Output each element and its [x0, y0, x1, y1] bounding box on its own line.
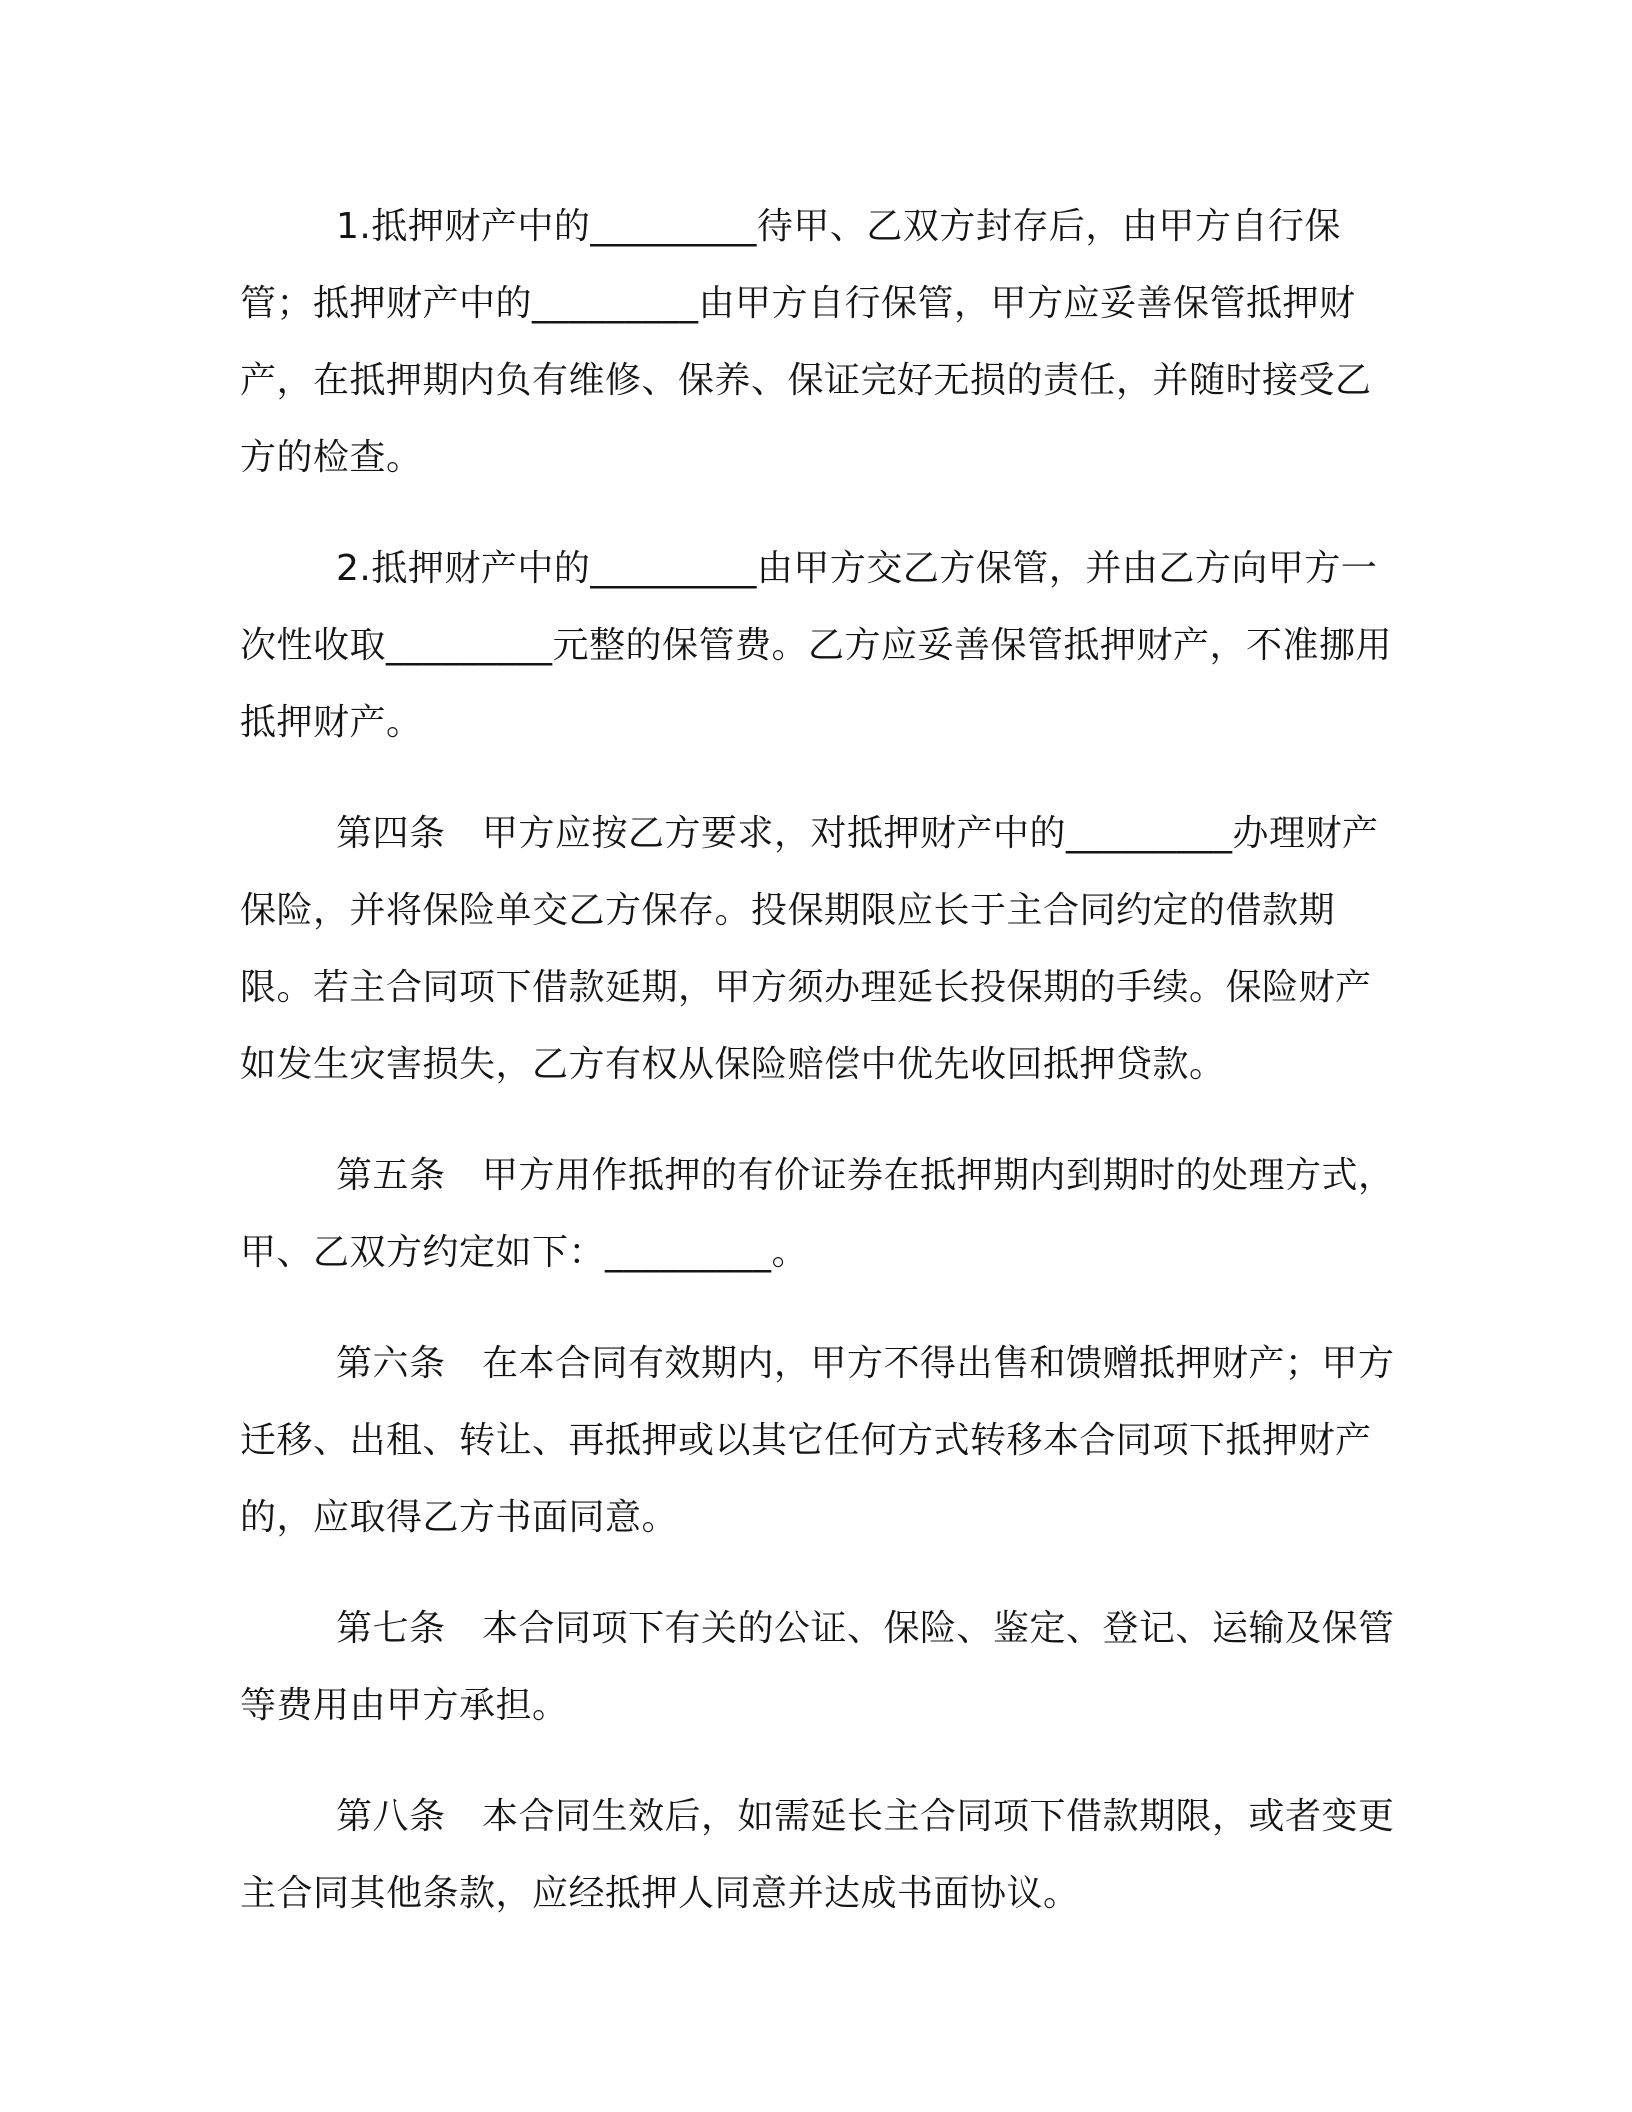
paragraph-article-8: 第八条 本合同生效后，如需延长主合同项下借款期限，或者变更主合同其他条款，应经抵押人同意并达成书面协议。 — [240, 1796, 1395, 1914]
paragraph-article-4: 第四条 甲方应按乙方要求，对抵押财产中的_________办理财产保险，并将保险单交乙方保存。投保期限应长于主合同约定的借款期限。若主合同项下借款延期，甲方须办理延长投保期的手续。保险财产如发生灾害损失，乙方有权从保险赔偿中优先收回抵押贷款。 — [240, 813, 1379, 1085]
document-body — [240, 188, 1400, 1966]
paragraph-article-7: 第七条 本合同项下有关的公证、保险、鉴定、登记、运输及保管等费用由甲方承担。 — [240, 1608, 1395, 1726]
paragraph-article-5: 第五条 甲方用作抵押的有价证券在抵押期内到期时的处理方式，甲、乙双方约定如下：_________。 — [240, 1155, 1395, 1273]
paragraph-clause-1: 1.抵押财产中的_________待甲、乙双方封存后，由甲方自行保管；抵押财产中的_________由甲方自行保管，甲方应妥善保管抵押财产，在抵押期内负有维修、保养、保证完好无损的责任，并随时接受乙方的检查。 — [240, 206, 1372, 478]
paragraph-article-6: 第六条 在本合同有效期内，甲方不得出售和馈赠抵押财产；甲方迁移、出租、转让、再抵押或以其它任何方式转移本合同项下抵押财产的，应取得乙方书面同意。 — [240, 1343, 1395, 1538]
paragraph-clause-2: 2.抵押财产中的_________由甲方交乙方保管，并由乙方向甲方一次性收取_________元整的保管费。乙方应妥善保管抵押财产，不准挪用抵押财产。 — [240, 548, 1393, 743]
